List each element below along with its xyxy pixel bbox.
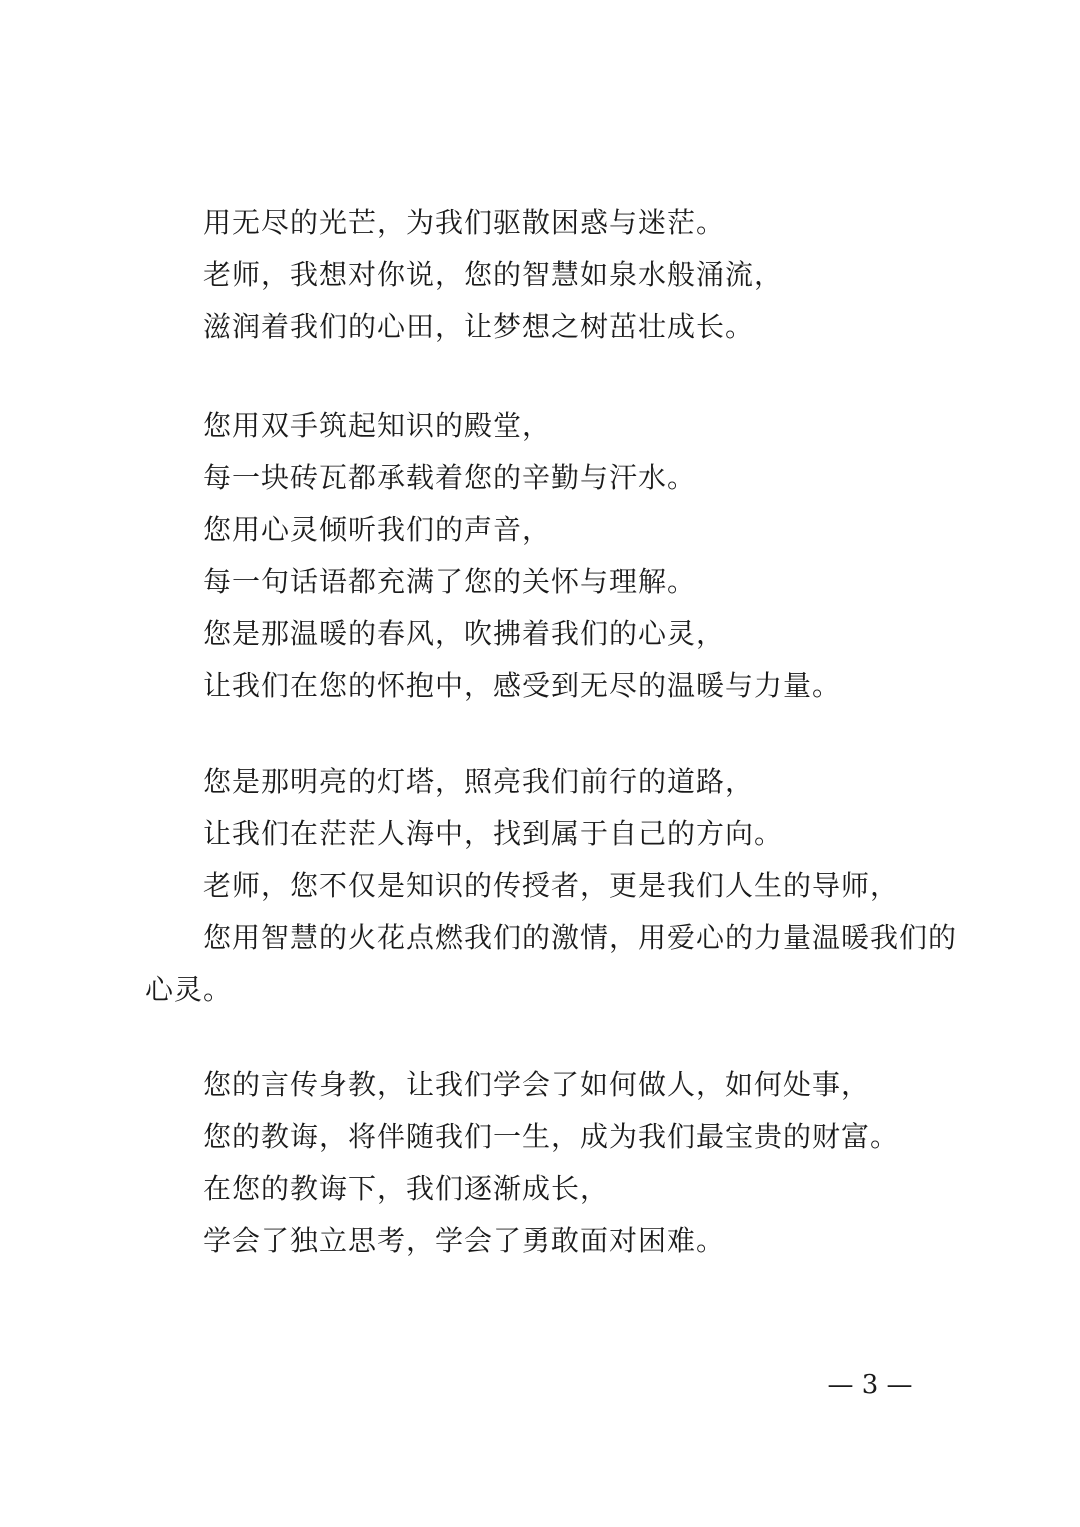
page-number: — 3 —	[827, 1370, 913, 1400]
poem-line: 您是那温暖的春风，吹拂着我们的心灵，	[203, 617, 726, 650]
poem-line: 滋润着我们的心田，让梦想之树茁壮成长。	[203, 310, 755, 343]
poem-line: 学会了独立思考，学会了勇敢面对困难。	[203, 1224, 726, 1257]
poem-line: 每一句话语都充满了您的关怀与理解。	[203, 565, 697, 598]
poem-line: 您用智慧的火花点燃我们的激情，用爱心的力量温暖我们的	[203, 921, 958, 954]
poem-line: 每一块砖瓦都承载着您的辛勤与汗水。	[203, 461, 697, 494]
stanza-3	[145, 756, 958, 1016]
stanza-4	[145, 1059, 945, 1267]
poem-line: 让我们在您的怀抱中，感受到无尽的温暖与力量。	[203, 669, 842, 702]
poem-line: 您的言传身教，让我们学会了如何做人，如何处事，	[203, 1068, 871, 1101]
poem-line: 您用心灵倾听我们的声音，	[203, 513, 552, 546]
poem-line: 您用双手筑起知识的殿堂，	[203, 409, 552, 442]
poem-line: 您是那明亮的灯塔，照亮我们前行的道路，	[203, 765, 755, 798]
stanza-2	[145, 400, 945, 712]
poem-line: 您的教诲，将伴随我们一生，成为我们最宝贵的财富。	[203, 1120, 900, 1153]
poem-line: 在您的教诲下，我们逐渐成长，	[203, 1172, 610, 1205]
poem-line: 用无尽的光芒，为我们驱散困惑与迷茫。	[203, 206, 726, 239]
poem-line: 老师，我想对你说，您的智慧如泉水般涌流，	[203, 258, 784, 291]
stanza-1	[145, 197, 945, 353]
poem-line: 老师，您不仅是知识的传授者，更是我们人生的导师，	[203, 869, 900, 902]
poem-line-continuation: 心灵。	[145, 973, 233, 1006]
poem-line: 让我们在茫茫人海中，找到属于自己的方向。	[203, 817, 784, 850]
